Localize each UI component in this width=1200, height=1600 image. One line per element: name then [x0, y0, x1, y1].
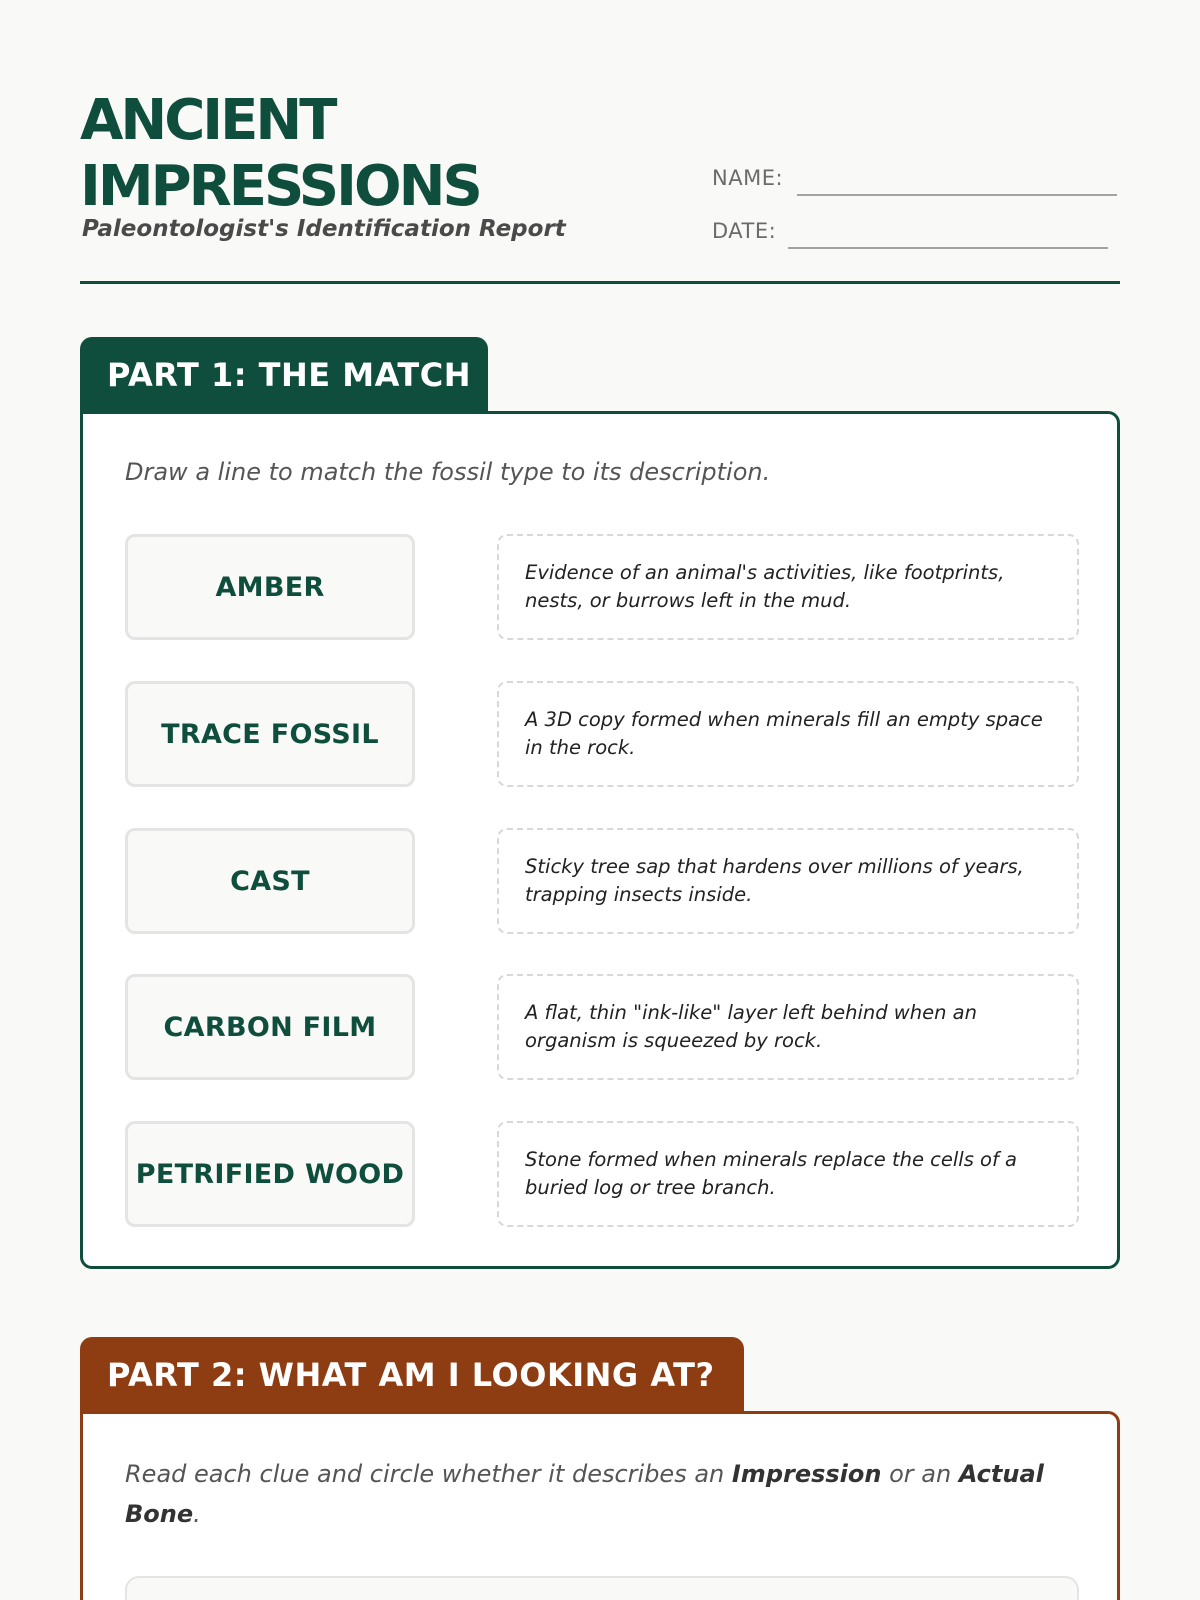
name-field — [712, 166, 1117, 196]
part2-instruction-pre: Read each clue and circle whether it describes an — [125, 1460, 732, 1488]
report-header — [80, 88, 1120, 284]
description-card[interactable]: A 3D copy formed when minerals fill an empty space in the rock. — [497, 681, 1079, 787]
term-card[interactable]: AMBER — [125, 534, 415, 640]
term-card[interactable]: TRACE FOSSIL — [125, 681, 415, 787]
actual-bone-term: Actual Bone — [125, 1460, 1044, 1528]
part2-instruction-mid: or an — [881, 1460, 959, 1488]
part1-panel — [80, 411, 1120, 1269]
page-subtitle: Paleontologist's Identification Report — [82, 216, 566, 242]
date-field — [712, 219, 1108, 249]
description-card[interactable]: Evidence of an animal's activities, like footprints, nests, or burrows left in the mud. — [497, 534, 1079, 640]
page-title: ANCIENT IMPRESSIONS — [80, 88, 480, 219]
description-card[interactable]: Sticky tree sap that hardens over millions of years, trapping insects inside. — [497, 828, 1079, 934]
part2-instruction-post: . — [193, 1500, 201, 1528]
term-card[interactable]: PETRIFIED WOOD — [125, 1121, 415, 1227]
clue-card — [125, 1576, 1079, 1600]
part1-instruction: Draw a line to match the fossil type to its description. — [125, 458, 771, 486]
term-card[interactable]: CAST — [125, 828, 415, 934]
term-card[interactable]: CARBON FILM — [125, 974, 415, 1080]
part2-instruction — [125, 1454, 1045, 1534]
date-input-line[interactable] — [788, 219, 1108, 249]
part2-panel — [80, 1411, 1120, 1600]
name-input-line[interactable] — [797, 166, 1117, 196]
impression-term: Impression — [731, 1460, 882, 1488]
date-label: DATE: — [712, 219, 777, 243]
part1-heading: PART 1: THE MATCH — [80, 337, 488, 413]
part2-heading: PART 2: WHAT AM I LOOKING AT? — [80, 1337, 744, 1413]
description-card[interactable]: Stone formed when minerals replace the cells of a buried log or tree branch. — [497, 1121, 1079, 1227]
description-card[interactable]: A flat, thin "ink-like" layer left behind when an organism is squeezed by rock. — [497, 974, 1079, 1080]
name-label: NAME: — [712, 166, 784, 190]
